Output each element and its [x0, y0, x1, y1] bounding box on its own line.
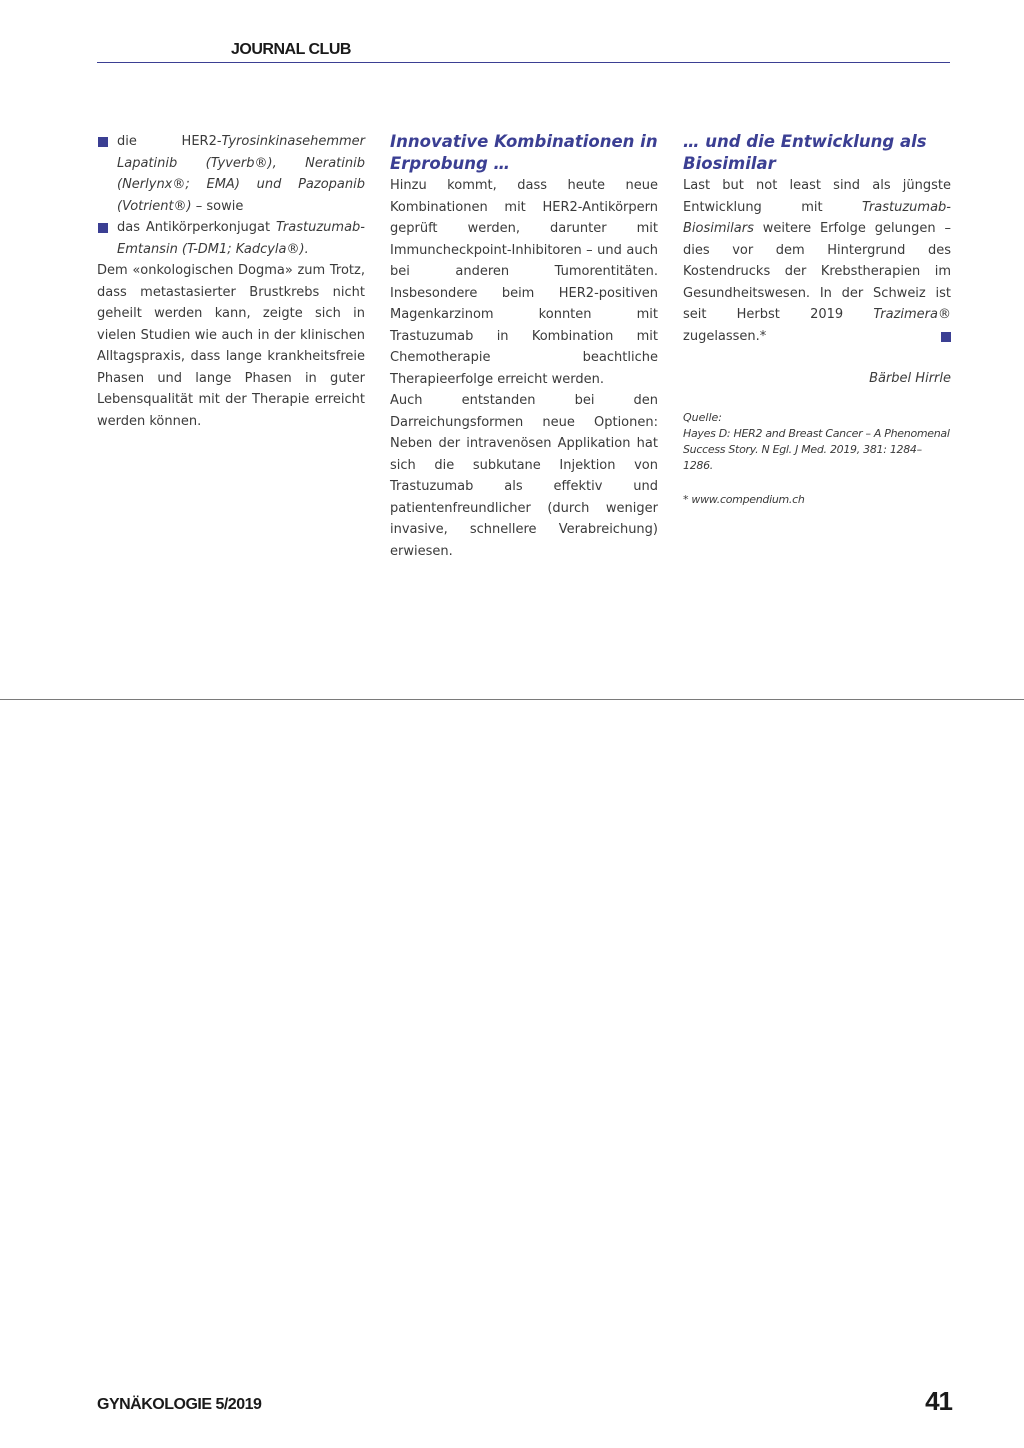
- end-square-icon: [941, 332, 951, 342]
- body-paragraph: Dem «onkologischen Dogma» zum Trotz, dass metastasierter Brustkrebs nicht geheilt werden kann, zeigte sich in vielen Studien wie auch in der klinischen Alltagspraxis, dass lange krankheitsfreie Phasen und lange Phasen in guter Lebensqualität mit der Therapie erreicht werden können.: [97, 263, 365, 429]
- text-b: weitere Erfolge gelungen – dies vor dem Hintergrund des Kostendrucks der Krebstherapien im Gesundheitswesen. In der Schweiz ist seit Herbst 2019: [683, 221, 951, 322]
- column-1: [97, 131, 365, 432]
- page-number: 41: [925, 1386, 952, 1416]
- column-3: [683, 131, 951, 508]
- bullet-tail: – sowie: [191, 198, 244, 214]
- text-c: zugelassen.*: [683, 328, 767, 344]
- journal-footer: GYNÄKOLOGIE 5/2019: [97, 1396, 262, 1413]
- bullet-italic: Trastuzumab-Emtansin (T-DM1; Kadcyla®).: [117, 220, 365, 257]
- bullet-lead: das Antikörperkonjugat: [117, 220, 276, 235]
- bullet-square-icon: [98, 137, 108, 147]
- section-heading: … und die Entwicklung als Biosimilar: [683, 132, 927, 173]
- list-item: [97, 131, 365, 217]
- header-rule: [97, 62, 950, 63]
- footnote: * www.compendium.ch: [683, 492, 805, 506]
- list-item: [97, 217, 365, 260]
- italic-b: Trazimera®: [873, 307, 951, 322]
- source-label: Quelle:: [683, 410, 722, 424]
- source-citation: Hayes D: HER2 and Breast Cancer – A Phenomenal Success Story. N Egl. J Med. 2019, 381: 1284–1286.: [683, 426, 950, 472]
- section-header: JOURNAL CLUB: [231, 41, 351, 58]
- bullet-italic: Tyrosinkinasehemmer Lapatinib (Tyverb®), Neratinib (Nerlynx®; EMA) und Pazopanib (Votrient®): [117, 134, 365, 214]
- body-paragraph: [683, 175, 951, 347]
- body-paragraph: Auch entstanden bei den Darreichungsformen neue Optionen: Neben der intravenösen Applikation hat sich die subkutane Injektion von Trastuzumab als effektiv und patientenfreundlicher (durch weniger invasive, schnellere Verabreichung) erwiesen.: [390, 393, 658, 559]
- section-heading: Innovative Kombinationen in Erprobung …: [390, 132, 658, 173]
- column-2: [390, 131, 658, 562]
- author-name: Bärbel Hirrle: [869, 371, 951, 386]
- bullet-square-icon: [98, 223, 108, 233]
- page-divider: [0, 699, 1024, 700]
- body-paragraph: Hinzu kommt, dass heute neue Kombinationen mit HER2-Antikörpern geprüft werden, darunter mit Immuncheckpoint-Inhibitoren – und auch bei anderen Tumorentitäten. Insbesondere beim HER2-positiven Magenkarzinom konnten mit Trastuzumab in Kombination mit Chemotherapie beachtliche Therapieerfolge erreicht werden.: [390, 178, 658, 387]
- italic-a: Trastuzumab-Biosimilars: [683, 199, 951, 236]
- bullet-lead: die HER2-: [117, 134, 222, 149]
- text-a: Last but not least sind als jüngste Entwicklung mit: [683, 178, 951, 215]
